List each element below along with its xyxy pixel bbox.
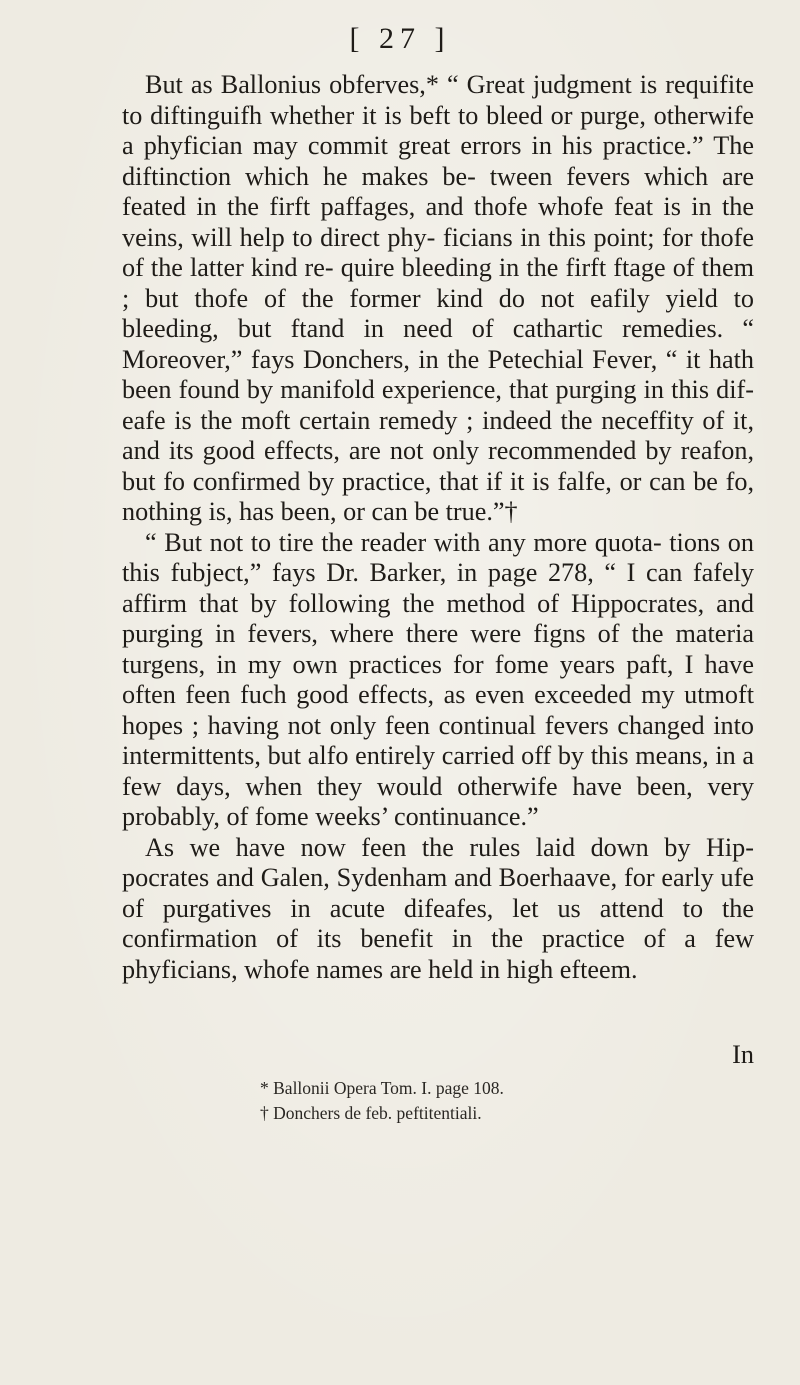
body-text xyxy=(122,70,754,985)
footnote-ballonii: * Ballonii Opera Tom. I. page 108. xyxy=(260,1078,504,1098)
footnote-donchers: † Donchers de feb. peftitentiali. xyxy=(260,1103,482,1123)
footnotes xyxy=(260,1076,720,1126)
paragraph-barker: “ But not to tire the reader with any more quota- tions on this fubject,” fays Dr. Barker, in page 278, “ I can fafely affirm that by following the method of Hippocrates, and purging in fevers, where there were figns of the materia turgens, in my own practices for fome years paft, I have often feen fuch good effects, as even exceeded my utmoft hopes ; having not only feen continual fevers changed into intermittents, but alfo entirely carried off by this means, in a few days, when they would otherwife have been, very probably, of fome weeks’ continuance.” xyxy=(122,527,754,831)
page-number: [ 27 ] xyxy=(349,22,451,55)
catch-word: In xyxy=(732,1040,754,1069)
paragraph-ballonius: But as Ballonius obferves,* “ Great judgment is requifite to diftinguifh whether it is beft to bleed or purge, otherwife a phyfician may commit great errors in his practice.” The diftinction which he makes be- tween fevers which are feated in the firft paffages, and thofe whofe feat is in the veins, will help to direct phy- ficians in this point; for thofe of the latter kind re- quire bleeding in the firft ftage of them ; but thofe of the former kind do not eafily yield to bleeding, but ftand in need of cathartic remedies. “ Moreover,” fays Donchers, in the Petechial Fever, “ it hath been found by manifold experience, that purging in this dif- eafe is the moft certain remedy ; indeed the neceffity of it, and its good effects, are not only recommended by reafon, but fo confirmed by practice, that if it is falfe, or can be fo, nothing is, has been, or can be true.”† xyxy=(122,70,754,526)
paragraph-confirmation: As we have now feen the rules laid down by Hip- pocrates and Galen, Sydenham and Boerhaave, for early ufe of purgatives in acute difeafes, let us attend to the confirmation of its benefit in the practice of a few phyficians, whofe names are held in high efteem. xyxy=(122,832,754,984)
